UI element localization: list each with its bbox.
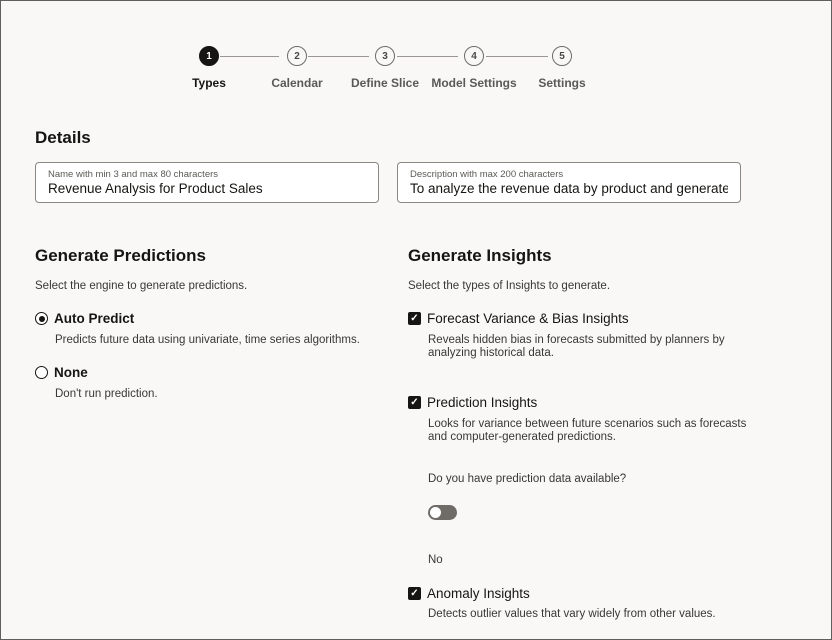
insights-subtitle: Select the types of Insights to generate.	[408, 280, 611, 292]
name-input[interactable]	[48, 181, 366, 196]
checkbox-anomaly-insights[interactable]	[408, 586, 530, 601]
radio-selected-icon[interactable]	[35, 312, 48, 325]
none-desc: Don't run prediction.	[55, 388, 158, 400]
predictions-heading: Generate Predictions	[35, 246, 207, 265]
checkbox-checked-icon[interactable]: ✓	[408, 587, 421, 600]
radio-unselected-icon[interactable]	[35, 366, 48, 379]
checkbox-prediction-insights[interactable]	[408, 395, 537, 410]
forecast-desc-line1: Reveals hidden bias in forecasts submitted by planners by	[428, 334, 725, 346]
checkbox-label: Anomaly Insights	[427, 586, 530, 601]
toggle-value-label: No	[428, 554, 443, 566]
description-field-label: Description with max 200 characters	[410, 169, 564, 180]
step-label: Types	[192, 76, 226, 90]
prediction-data-question: Do you have prediction data available?	[428, 473, 627, 485]
step-calendar[interactable]	[247, 46, 347, 90]
step-settings[interactable]	[512, 46, 612, 90]
step-number: 2	[287, 46, 307, 66]
wizard-stepper	[1, 46, 832, 96]
checkbox-checked-icon[interactable]: ✓	[408, 396, 421, 409]
checkbox-checked-icon[interactable]: ✓	[408, 312, 421, 325]
radio-auto-predict[interactable]	[35, 311, 134, 326]
step-number: 4	[464, 46, 484, 66]
checkbox-label: Forecast Variance & Bias Insights	[427, 311, 629, 326]
prediction-desc-line2: and computer-generated predictions.	[428, 431, 616, 443]
step-label: Model Settings	[431, 76, 517, 90]
radio-label: Auto Predict	[54, 311, 135, 326]
predictions-subtitle: Select the engine to generate predictions.	[35, 280, 248, 292]
auto-predict-desc: Predicts future data using univariate, time series algorithms.	[55, 334, 360, 346]
prediction-data-toggle[interactable]	[428, 505, 457, 520]
step-number: 1	[199, 46, 219, 66]
name-field-label: Name with min 3 and max 80 characters	[48, 169, 219, 180]
step-label: Settings	[538, 76, 586, 90]
radio-label: None	[54, 365, 88, 380]
description-field[interactable]	[397, 162, 741, 203]
description-input[interactable]	[410, 181, 728, 196]
checkbox-forecast-variance[interactable]	[408, 311, 629, 326]
step-label: Define Slice	[350, 76, 420, 90]
name-field[interactable]	[35, 162, 379, 203]
step-number: 5	[552, 46, 572, 66]
checkbox-label: Prediction Insights	[427, 395, 538, 410]
details-heading: Details	[35, 128, 91, 147]
step-types[interactable]	[159, 46, 259, 90]
insights-heading: Generate Insights	[408, 246, 552, 265]
step-label: Calendar	[271, 76, 323, 90]
forecast-desc-line2: analyzing historical data.	[428, 347, 554, 359]
step-number: 3	[375, 46, 395, 66]
step-define-slice[interactable]	[335, 46, 435, 90]
prediction-desc-line1: Looks for variance between future scenarios such as forecasts	[428, 418, 747, 430]
radio-none[interactable]	[35, 365, 88, 380]
step-model-settings[interactable]	[424, 46, 524, 90]
anomaly-desc: Detects outlier values that vary widely from other values.	[428, 608, 716, 620]
